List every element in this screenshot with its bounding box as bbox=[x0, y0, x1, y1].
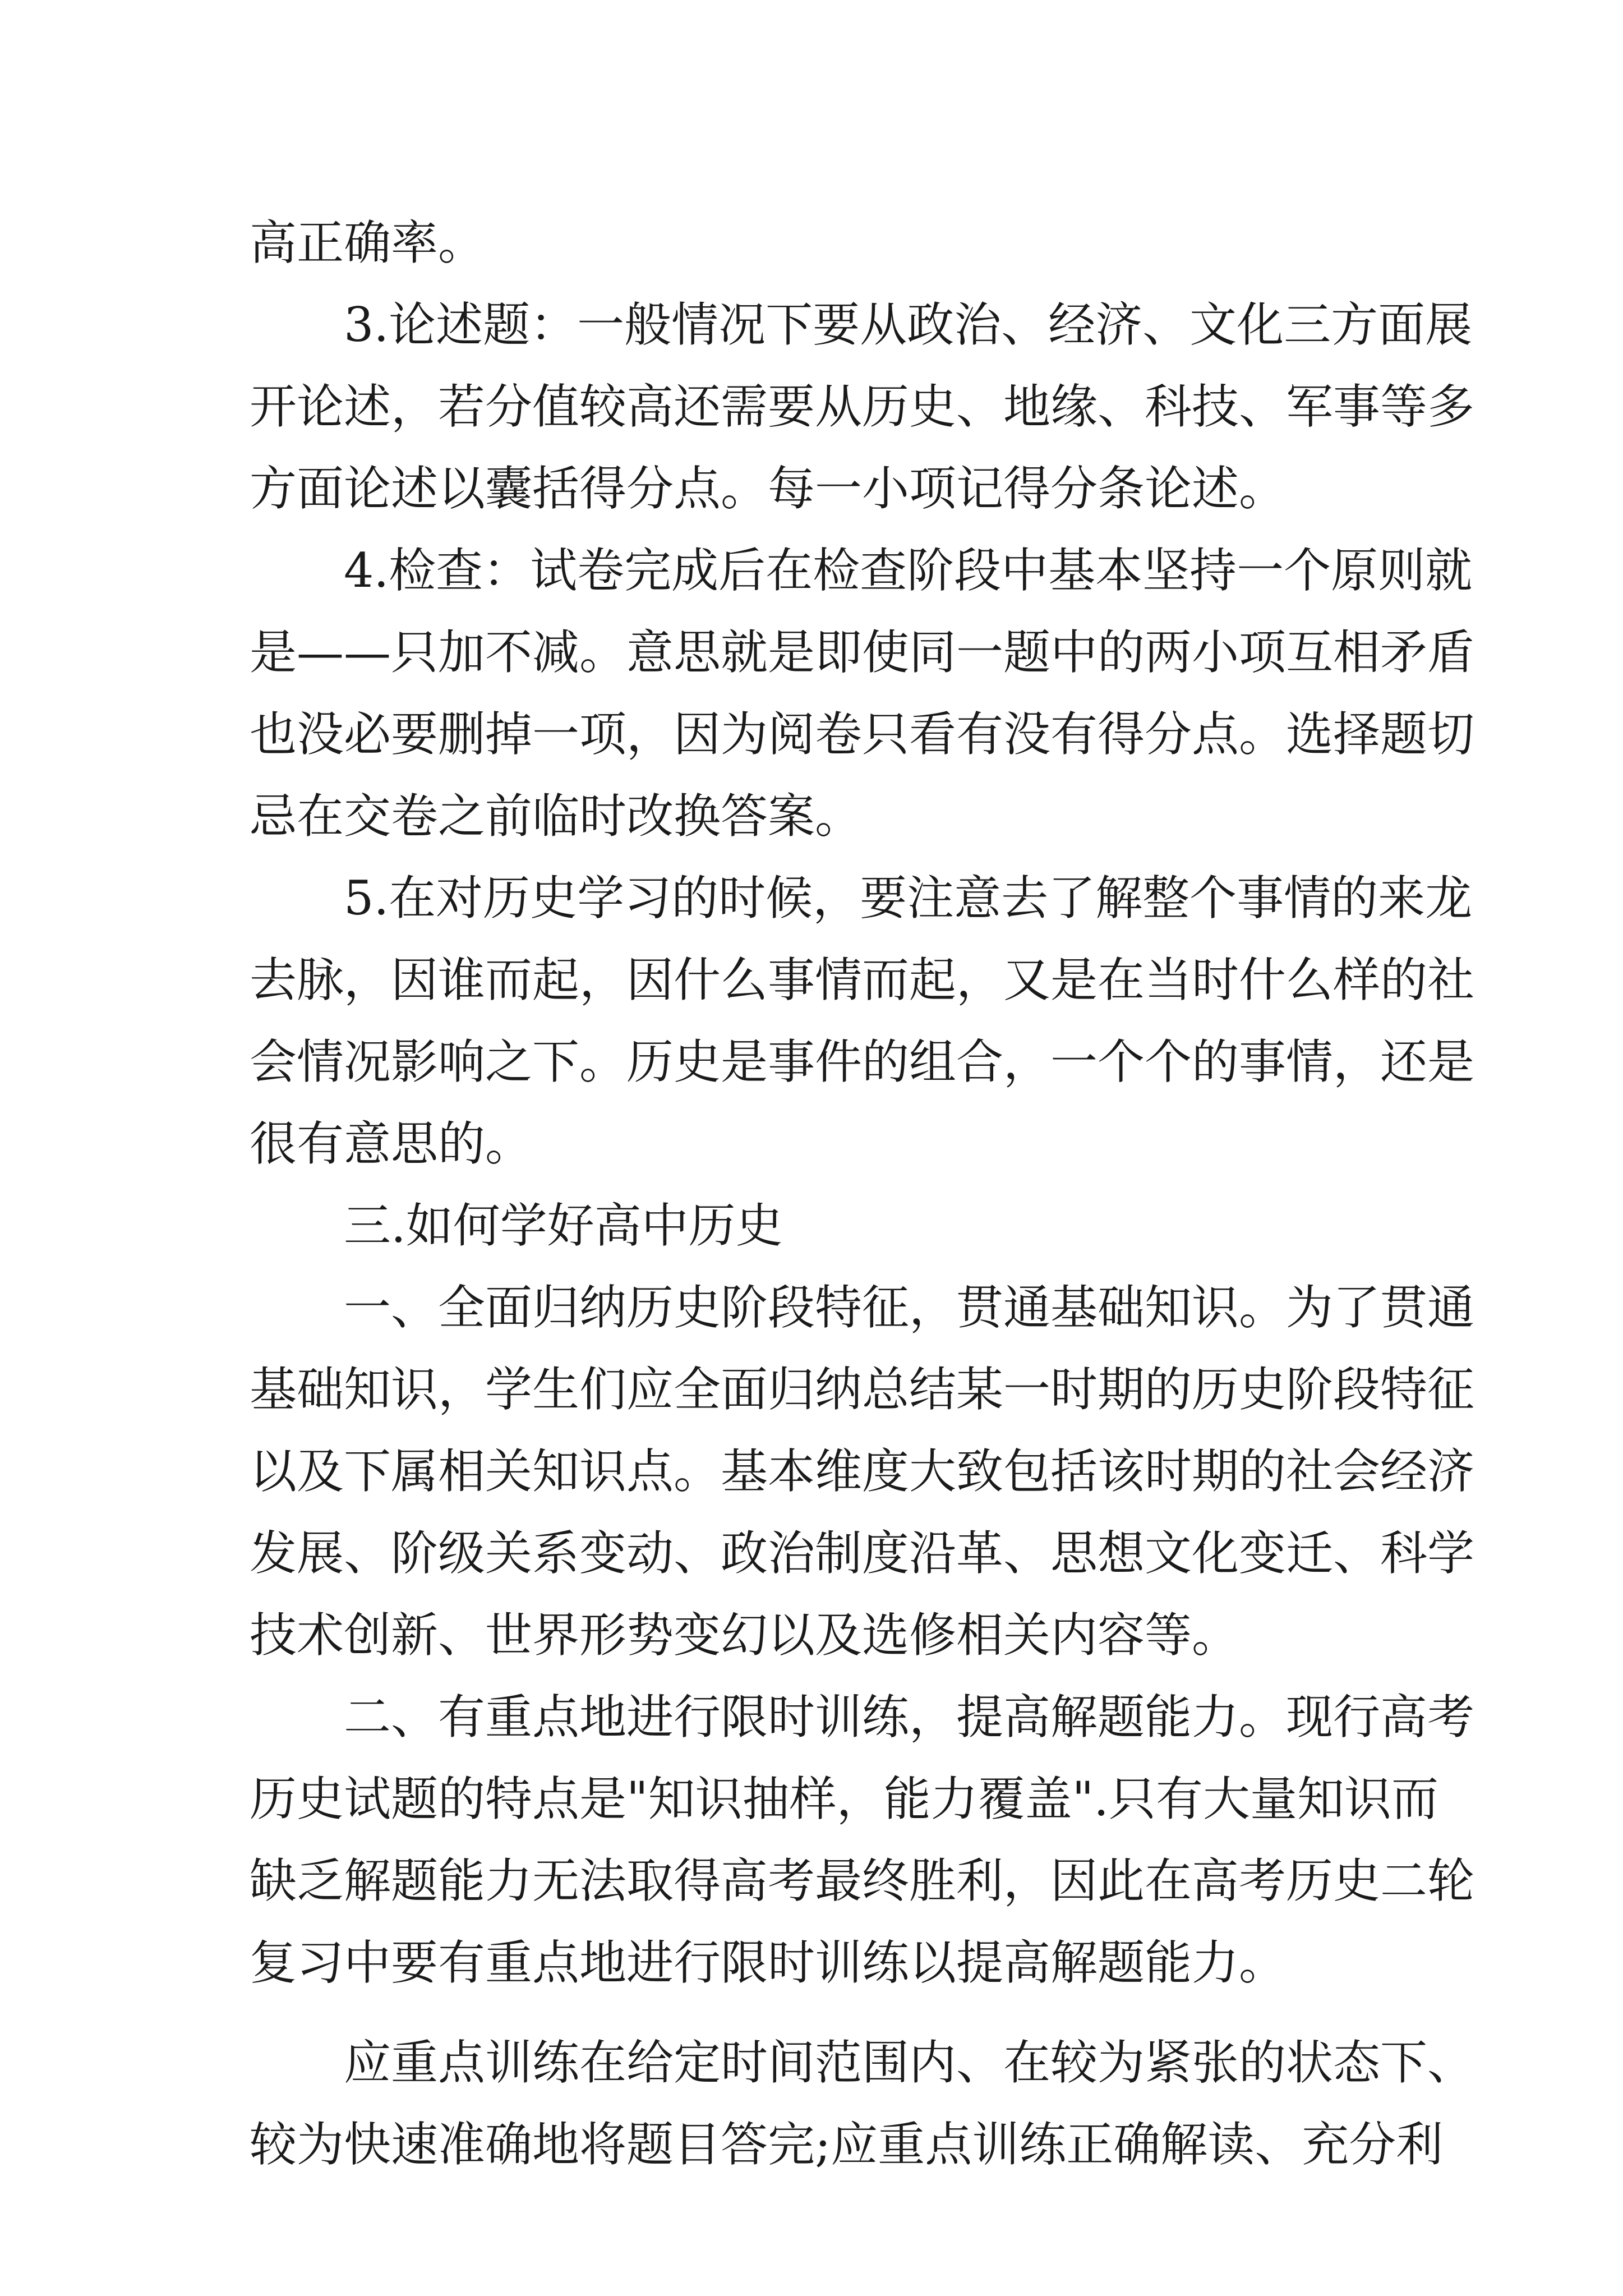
document-body bbox=[250, 202, 1475, 2185]
text-line: 一、全面归纳历史阶段特征，贯通基础知识。为了贯通 bbox=[344, 1280, 1475, 1335]
text-line: 很有意思的。 bbox=[250, 1116, 533, 1171]
text-line: 5.在对历史学习的时候，要注意去了解整个事情的来龙 bbox=[344, 871, 1473, 926]
paragraph-gap bbox=[250, 2004, 1394, 2022]
text-line: 二、有重点地进行限时训练，提高解题能力。现行高考 bbox=[344, 1690, 1475, 1745]
text-line: 忌在交卷之前临时改换答案。 bbox=[250, 789, 863, 844]
text-line: 较为快速准确地将题目答完;应重点训练正确解读、充分利 bbox=[250, 2117, 1444, 2172]
section-heading: 三.如何学好高中历史 bbox=[344, 1198, 783, 1253]
text-line: 以及下属相关知识点。基本维度大致包括该时期的社会经济 bbox=[250, 1444, 1475, 1499]
text-line: 应重点训练在给定时间范围内、在较为紧张的状态下、 bbox=[344, 2035, 1475, 2090]
text-line: 去脉，因谁而起，因什么事情而起，又是在当时什么样的社 bbox=[250, 953, 1475, 1007]
text-line: 发展、阶级关系变动、政治制度沿革、思想文化变迁、科学 bbox=[250, 1526, 1475, 1581]
text-line: 基础知识，学生们应全面归纳总结某一时期的历史阶段特征 bbox=[250, 1362, 1475, 1417]
text-line: 开论述，若分值较高还需要从历史、地缘、科技、军事等多 bbox=[250, 379, 1475, 434]
text-line: 是——只加不减。意思就是即使同一题中的两小项互相矛盾 bbox=[250, 625, 1475, 680]
text-line: 历史试题的特点是"知识抽样，能力覆盖".只有大量知识而 bbox=[250, 1772, 1438, 1826]
text-line: 技术创新、世界形势变幻以及选修相关内容等。 bbox=[250, 1608, 1239, 1663]
text-line: 会情况影响之下。历史是事件的组合，一个个的事情，还是 bbox=[250, 1034, 1475, 1089]
text-line: 复习中要有重点地进行限时训练以提高解题能力。 bbox=[250, 1935, 1287, 1990]
text-line: 也没必要删掉一项，因为阅卷只看有没有得分点。选择题切 bbox=[250, 707, 1475, 762]
text-line: 缺乏解题能力无法取得高考最终胜利，因此在高考历史二轮 bbox=[250, 1853, 1475, 1908]
text-line: 3.论述题：一般情况下要从政治、经济、文化三方面展 bbox=[344, 297, 1473, 352]
text-line: 4.检查：试卷完成后在检查阶段中基本坚持一个原则就 bbox=[344, 543, 1473, 598]
text-line: 高正确率。 bbox=[250, 215, 486, 270]
text-line: 方面论述以囊括得分点。每一小项记得分条论述。 bbox=[250, 461, 1287, 516]
